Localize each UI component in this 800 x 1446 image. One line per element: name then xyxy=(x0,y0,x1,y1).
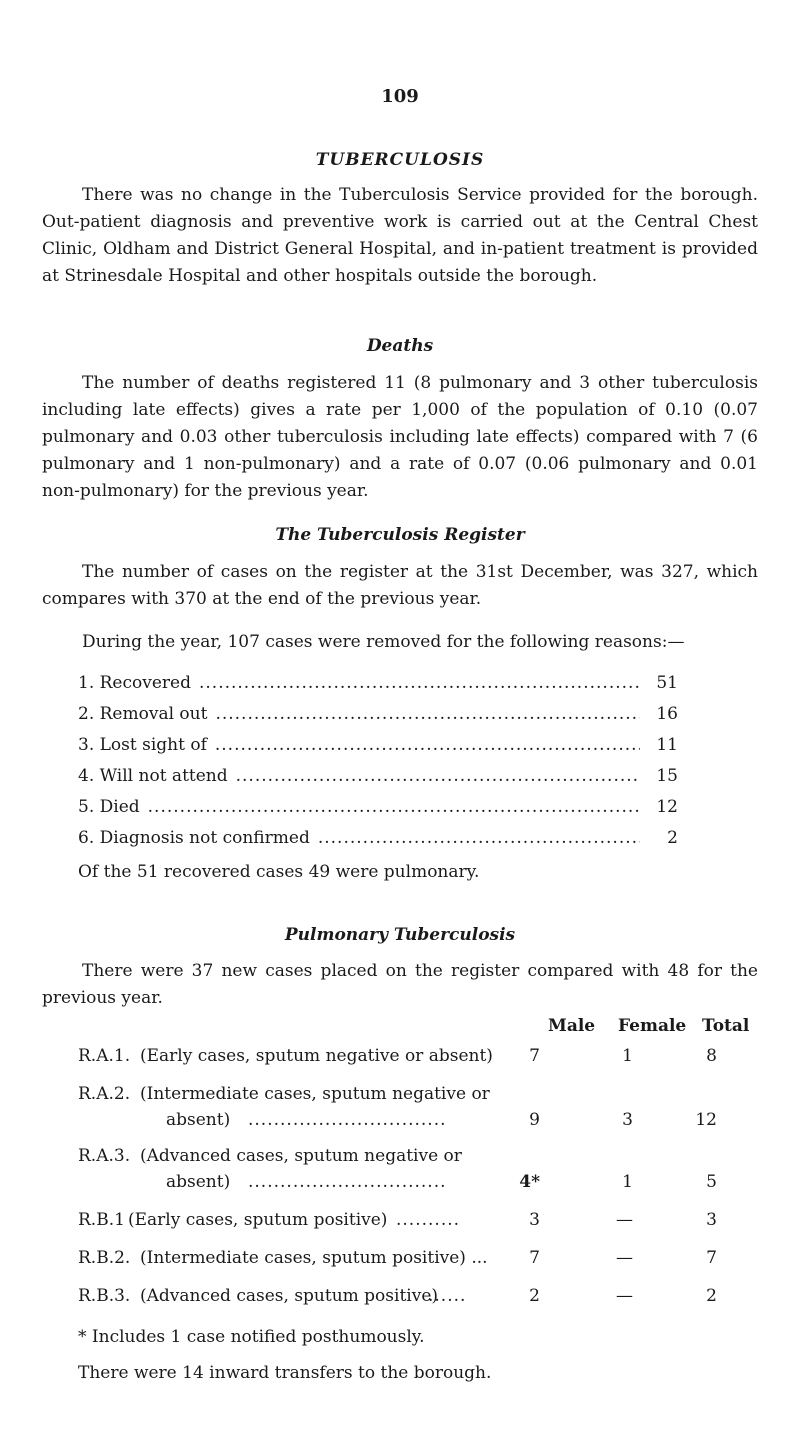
reason-count: 16 xyxy=(656,703,678,724)
leader-dots: ...... xyxy=(428,1286,467,1306)
removal-reasons-list xyxy=(78,668,678,854)
row-description: (Early cases, sputum negative or absent) xyxy=(140,1046,493,1066)
total-count: 3 xyxy=(706,1210,717,1230)
leader-dots xyxy=(236,766,640,787)
total-count: 5 xyxy=(706,1172,717,1192)
register-paragraph: The number of cases on the register at the 31st December, was 327, which compares with 370 at the end of the previous year. xyxy=(42,562,758,609)
footnote: * Includes 1 case notified posthumously. xyxy=(78,1327,425,1347)
male-count: 2 xyxy=(529,1286,540,1306)
column-header-total: Total xyxy=(702,1016,750,1036)
row-code: R.B.3. xyxy=(78,1286,131,1306)
leader-dots xyxy=(215,735,640,756)
total-count: 12 xyxy=(695,1110,717,1130)
reason-label: 3. Lost sight of xyxy=(78,734,207,755)
section-title: TUBERCULOSIS xyxy=(315,150,485,170)
removed-intro: During the year, 107 cases were removed for the following reasons:— xyxy=(82,632,685,652)
list-item xyxy=(78,823,678,854)
transfers-note: There were 14 inward transfers to the borough. xyxy=(78,1363,492,1383)
list-item xyxy=(78,699,678,730)
pulmonary-paragraph: There were 37 new cases placed on the register compared with 48 for the previous year. xyxy=(42,961,758,1008)
male-count: 7 xyxy=(529,1248,540,1268)
row-code: R.B.1 xyxy=(78,1210,125,1230)
leader-dots: ............................... xyxy=(248,1110,447,1130)
reason-count: 12 xyxy=(656,796,678,817)
intro-paragraph: There was no change in the Tuberculosis Service provided for the borough. Out-patient diagnosis and preventive work is carried out at the Central Chest Clinic, Oldham and District General Hospital, and in-patient treatment is provided at Strinesdale Hospital and other hospitals outside the borough. xyxy=(42,185,758,286)
column-header-female: Female xyxy=(618,1016,687,1036)
table-row xyxy=(78,1248,758,1278)
row-description: (Advanced cases, sputum positive) xyxy=(140,1286,439,1306)
leader-dots: ............................... xyxy=(248,1172,447,1192)
row-description: (Intermediate cases, sputum positive) ... xyxy=(140,1248,488,1268)
list-item xyxy=(78,668,678,699)
table-row xyxy=(78,1210,758,1240)
pulmonary-heading: Pulmonary Tuberculosis xyxy=(284,925,516,945)
male-count: 7 xyxy=(529,1046,540,1066)
table-row xyxy=(78,1146,758,1202)
row-description-cont: absent) xyxy=(166,1172,231,1192)
female-count: 1 xyxy=(622,1046,633,1066)
male-count: 3 xyxy=(529,1210,540,1230)
reason-count: 15 xyxy=(656,765,678,786)
table-row xyxy=(78,1046,758,1076)
total-count: 7 xyxy=(706,1248,717,1268)
leader-dots xyxy=(199,673,640,694)
list-item xyxy=(78,792,678,823)
row-description: (Advanced cases, sputum negative or xyxy=(140,1146,462,1166)
leader-dots xyxy=(148,797,640,818)
row-description: (Intermediate cases, sputum negative or xyxy=(140,1084,490,1104)
female-count: — xyxy=(616,1248,633,1268)
male-count: 4* xyxy=(519,1172,540,1192)
reason-count: 51 xyxy=(656,672,678,693)
table-row xyxy=(78,1084,758,1140)
row-code: R.A.1. xyxy=(78,1046,131,1066)
column-header-male: Male xyxy=(548,1016,596,1036)
leader-dots xyxy=(215,704,640,725)
reason-label: 2. Removal out xyxy=(78,703,208,724)
reason-label: 1. Recovered xyxy=(78,672,191,693)
reason-count: 2 xyxy=(667,827,678,848)
leader-dots: .......... xyxy=(396,1210,461,1230)
row-code: R.B.2. xyxy=(78,1248,131,1268)
reason-label: 6. Diagnosis not confirmed xyxy=(78,827,310,848)
female-count: — xyxy=(616,1286,633,1306)
total-count: 2 xyxy=(706,1286,717,1306)
male-count: 9 xyxy=(529,1110,540,1130)
deaths-paragraph: The number of deaths registered 11 (8 pulmonary and 3 other tuberculosis including late effects) gives a rate per 1,000 of the population of 0.10 (0.07 pulmonary and 0.03 other tuberculosis including late effects) compared with 7 (6 pulmonary and 1 non-pulmonary) and a rate of 0.07 (0.06 pulmonary and 0.01 non-pulmonary) for the previous year. xyxy=(42,373,758,501)
deaths-heading: Deaths xyxy=(366,336,434,356)
list-item xyxy=(78,730,678,761)
female-count: 1 xyxy=(622,1172,633,1192)
list-item xyxy=(78,761,678,792)
reason-label: 4. Will not attend xyxy=(78,765,228,786)
table-row xyxy=(78,1286,758,1316)
recovered-note: Of the 51 recovered cases 49 were pulmonary. xyxy=(78,862,480,882)
reason-count: 11 xyxy=(656,734,678,755)
page-number: 109 xyxy=(381,86,419,107)
row-description: (Early cases, sputum positive) xyxy=(128,1210,388,1230)
female-count: 3 xyxy=(622,1110,633,1130)
row-code: R.A.2. xyxy=(78,1084,131,1104)
total-count: 8 xyxy=(706,1046,717,1066)
leader-dots xyxy=(318,828,640,849)
female-count: — xyxy=(616,1210,633,1230)
register-heading: The Tuberculosis Register xyxy=(275,525,525,545)
reason-label: 5. Died xyxy=(78,796,140,817)
row-code: R.A.3. xyxy=(78,1146,131,1166)
row-description-cont: absent) xyxy=(166,1110,231,1130)
